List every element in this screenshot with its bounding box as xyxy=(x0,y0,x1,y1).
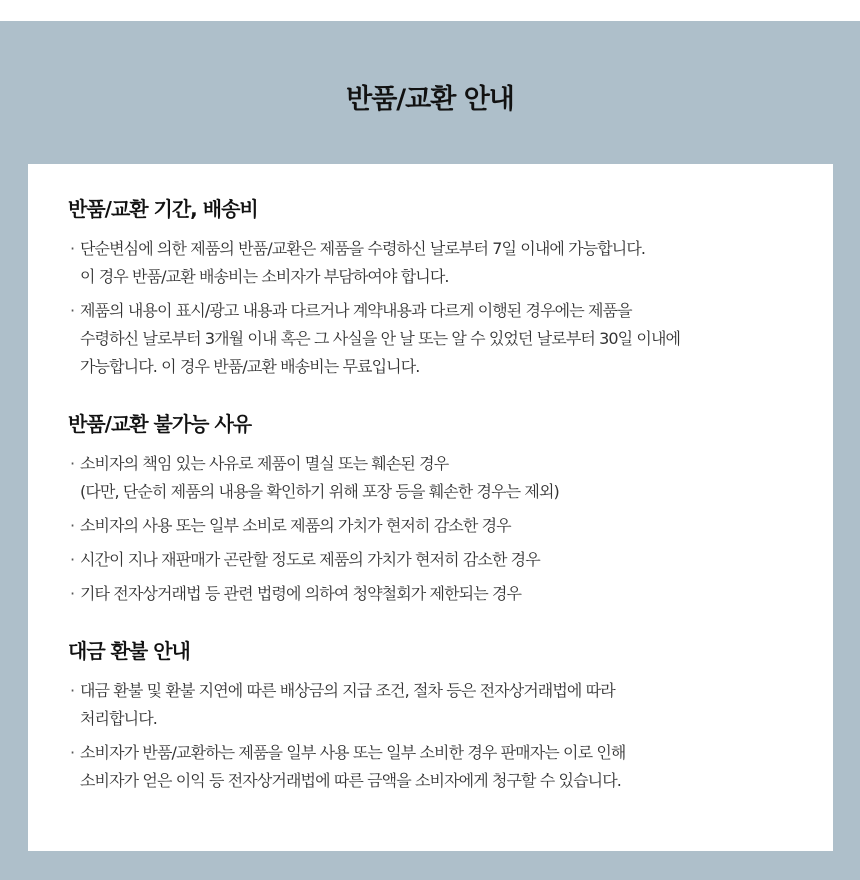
bullet-marker: · xyxy=(70,454,75,473)
policy-text-line: 제품의 내용이 표시/광고 내용과 다르거나 계약내용과 다르게 이행된 경우에는 제품을 xyxy=(80,301,632,320)
bullet-marker: · xyxy=(70,743,75,762)
policy-text-line: 소비자가 얻은 이익 등 전자상거래법에 따른 금액을 소비자에게 청구할 수 있습니다. xyxy=(80,771,621,790)
bullet-marker: · xyxy=(70,239,75,258)
policy-text-line: 가능합니다. 이 경우 반품/교환 배송비는 무료입니다. xyxy=(80,357,420,376)
policy-text-line: 이 경우 반품/교환 배송비는 소비자가 부담하여야 합니다. xyxy=(80,267,449,286)
bullet-marker: · xyxy=(70,584,75,603)
policy-item xyxy=(70,297,813,381)
policy-item xyxy=(70,546,813,574)
policy-item xyxy=(70,580,813,608)
policy-text-line: 소비자의 책임 있는 사유로 제품이 멸실 또는 훼손된 경우 xyxy=(80,454,449,473)
bullet-marker: · xyxy=(70,550,75,569)
policy-section xyxy=(70,409,813,608)
content-card xyxy=(28,164,833,851)
policy-text-line: 대금 환불 및 환불 지연에 따른 배상금의 지급 조건, 절차 등은 전자상거래법에 따라 xyxy=(80,681,615,700)
bullet-marker: · xyxy=(70,516,75,535)
section-title: 대금 환불 안내 xyxy=(68,639,190,663)
section-title: 반품/교환 불가능 사유 xyxy=(68,412,252,436)
policy-item xyxy=(70,739,813,795)
policy-text-line: 시간이 지나 재판매가 곤란할 정도로 제품의 가치가 현저히 감소한 경우 xyxy=(80,550,540,569)
policy-text-line: 기타 전자상거래법 등 관련 법령에 의하여 청약철회가 제한되는 경우 xyxy=(80,584,522,603)
policy-item xyxy=(70,235,813,291)
policy-text-line: 수령하신 날로부터 3개월 이내 혹은 그 사실을 안 날 또는 알 수 있었던 날로부터 30일 이내에 xyxy=(80,329,681,348)
policy-text-line: (다만, 단순히 제품의 내용을 확인하기 위해 포장 등을 훼손한 경우는 제외) xyxy=(80,482,559,501)
policy-text-line: 소비자가 반품/교환하는 제품을 일부 사용 또는 일부 소비한 경우 판매자는 이로 인해 xyxy=(80,743,626,762)
policy-section xyxy=(70,636,813,795)
policy-item xyxy=(70,512,813,540)
info-panel xyxy=(0,21,860,880)
policy-text-line: 처리합니다. xyxy=(80,709,157,728)
bullet-marker: · xyxy=(70,681,75,700)
page-title: 반품/교환 안내 xyxy=(346,84,514,115)
policy-item xyxy=(70,450,813,506)
policy-text-line: 단순변심에 의한 제품의 반품/교환은 제품을 수령하신 날로부터 7일 이내에 가능합니다. xyxy=(80,239,646,258)
policy-text-line: 소비자의 사용 또는 일부 소비로 제품의 가치가 현저히 감소한 경우 xyxy=(80,516,511,535)
bullet-marker: · xyxy=(70,301,75,320)
policy-section xyxy=(70,194,813,381)
policy-item xyxy=(70,677,813,733)
section-title: 반품/교환 기간, 배송비 xyxy=(68,197,258,221)
